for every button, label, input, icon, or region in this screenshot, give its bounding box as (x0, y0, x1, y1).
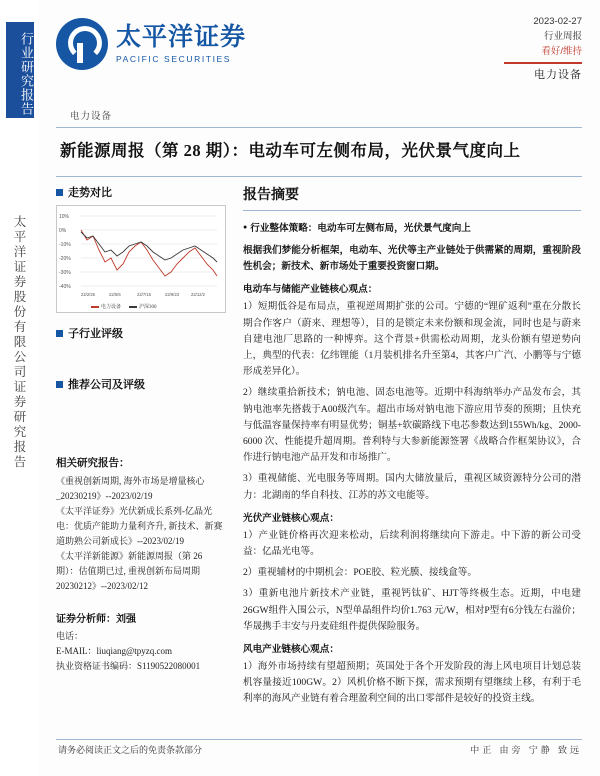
paragraph: 1）短期低谷是布局点，重视逆周期扩张的公司。宁德的“锂矿返利”重在分散长期合作客户（蔚来、理想等），目的是锁定未来份额和现金流，同时也是与蔚来自建电池厂思路的一种博弈。这个背景+供需松动周期，龙头份额有望逆势向上，典型的代表：亿纬锂能（1月装机排名升至第4，其客户广汽、小鹏等与宁德形成差异化）。 (243, 301, 581, 378)
analyst-head: 证券分析师：刘强 (56, 614, 136, 625)
analyst-license: 执业资格证书编码：S1190522080001 (56, 661, 201, 671)
summary-divider (243, 210, 581, 211)
svg-text:-10%: -10% (59, 242, 71, 248)
trend-chart-svg (57, 206, 223, 312)
summary-lead: ● 行业整体策略：电动车可左侧布局，光伏景气度向上 (243, 219, 581, 237)
analyst-phone: 电话： (56, 631, 84, 641)
rating-badge: 看好/维持 (541, 46, 582, 57)
list-item[interactable]: 《重视创新周期, 海外市场是增量核心_20230219》--2023/02/19 (56, 476, 205, 501)
band-tag: 行业研究报告 (6, 22, 34, 118)
list-item[interactable]: 《太平洋新能源》新能源周报（第 26 期）：估值期已过, 重视创新布局周期 20230212》--2023/02/12 (56, 551, 203, 591)
trend-section-head (56, 184, 226, 200)
footer-disclaimer: 请务必阅读正文之后的免责条款部分 (58, 745, 203, 755)
related-reports-head: 相关研究报告： (56, 458, 130, 469)
legend-label-1: 沪深300 (139, 305, 157, 310)
sub-industry-label: 子行业评级 (68, 328, 123, 340)
square-bullet-icon (56, 330, 63, 337)
recommend-head (56, 376, 226, 392)
footer-divider (56, 739, 582, 740)
svg-text:-40%: -40% (59, 284, 71, 290)
section-head-ev: 电动车与储能产业链核心观点： (243, 284, 378, 296)
svg-text:22/9/23: 22/9/23 (165, 292, 179, 297)
page-title: 新能源周报（第 28 期）：电动车可左侧布局，光伏景气度向上 (60, 141, 521, 160)
brand-logo (56, 18, 246, 70)
pacific-logo-icon (56, 18, 108, 70)
paragraph: 2）继续重拾新技术；钠电池、固态电池等。近期中科海纳举办产品发布会，其钠电池率先搭载于A00级汽车。超出市场对钠电池下游应用节奏的预期；且快充与低温容量保持率有明显优势；铜基+软碳路线下电芯参数达到155Wh/kg、2000-6000 次、性能提升超周期。普利特与大参新能源签署《战略合作框架协议》，合作进行钠电池产品开发和市场推广。 (243, 387, 581, 464)
brand-name-en: PACIFIC SECURITIES (116, 54, 232, 64)
svg-text:10%: 10% (59, 214, 70, 220)
title-divider-top (56, 127, 582, 128)
svg-text:22/12/2: 22/12/2 (191, 292, 205, 297)
recommend-label: 推荐公司及评级 (68, 379, 145, 391)
related-reports-list (56, 474, 226, 594)
left-band (0, 0, 38, 776)
legend-label-0: 电力设备 (101, 305, 122, 310)
section-head-pv: 光伏产业链核心观点： (243, 512, 339, 524)
sub-industry-body (56, 346, 226, 376)
section-head-wind: 风电产业链核心观点： (243, 644, 339, 656)
header-meta (504, 14, 582, 83)
recommend-body (56, 397, 226, 441)
title-divider-bottom (56, 176, 582, 177)
summary-title: 报告摘要 (243, 188, 299, 203)
header-divider (504, 62, 582, 64)
paragraph: 1）海外市场持续有望超预期；英国处于各个开发阶段的海上风电项目计划总装机容量接近100GW。2）风机价格不断下探，需求预期有望继续上移，有利于毛利率的海风产业链有着合理盈利空间的出口零部件是较好的投资主线。 (243, 661, 581, 705)
header-sector: 电力设备 (534, 69, 582, 81)
square-bullet-icon (56, 189, 63, 196)
list-item[interactable]: 《太平洋证券》光伏新成长系列-亿晶光电：优质产能助力量利齐升, 新技术、新赛道助熟公司新成长》--2023/02/19 (56, 506, 223, 546)
band-vertical-text: 太平洋证券股份有限公司证券研究报告 (12, 215, 26, 470)
left-column (56, 184, 226, 674)
header (56, 14, 582, 86)
svg-text:-20%: -20% (59, 256, 71, 262)
paragraph: 1）产业链价格再次迎来松动，后续利润将继续向下游走。中下游的新公司受益：亿晶光电等。 (243, 529, 581, 558)
svg-text:22/5/6: 22/5/6 (109, 292, 121, 297)
sub-industry-head (56, 325, 226, 341)
svg-text:0%: 0% (59, 228, 67, 234)
svg-text:22/7/15: 22/7/15 (137, 292, 151, 297)
brand-text (116, 23, 246, 65)
brand-name-cn: 太平洋证券 (116, 24, 247, 51)
paragraph: 3）重新电池片新技术产业链，重视钙钛矿、HJT等终极生态。近期，中电建26GW组件入围公示，N型单晶组件均价1.763 元/W，相对P型有6分钱左右溢价；华晟携手丰安与丹麦硅组件提供保险服务。 (243, 588, 581, 632)
square-bullet-icon (56, 381, 63, 388)
paragraph: 2）重视辅材的中期机会：POE胶、粒光膜、接线盒等。 (243, 567, 477, 579)
svg-text:-30%: -30% (59, 270, 71, 276)
sector-label: 电力设备 (70, 112, 113, 122)
right-column (243, 184, 581, 713)
footer-motto: 中正 由旁 宁静 致远 (470, 745, 582, 755)
chart-legend (91, 303, 157, 310)
svg-text:22/2/25: 22/2/25 (81, 292, 95, 297)
report-date: 2023-02-27 (533, 16, 582, 27)
summary-lead-paragraph: 根据我们梦能分析框架，电动车、光伏等主产业链处于供需紧的周期，重视阶段性机会；新技术、新市场处于重要投资窗口期。 (243, 245, 581, 273)
trend-chart (56, 205, 226, 313)
trend-section-label: 走势对比 (68, 187, 112, 199)
analyst-email[interactable]: E-MAIL：liuqiang@tpyzq.com (56, 646, 173, 656)
legend-item-1 (129, 303, 157, 310)
paragraph: 3）重视储能、光电服务等周期。国内大储放量后，重视区域资源特分公司的潜力：北湖南的华自科技、江苏的苏文电能等。 (243, 473, 581, 501)
legend-item-0 (91, 303, 121, 310)
report-type: 行业周报 (543, 31, 582, 42)
